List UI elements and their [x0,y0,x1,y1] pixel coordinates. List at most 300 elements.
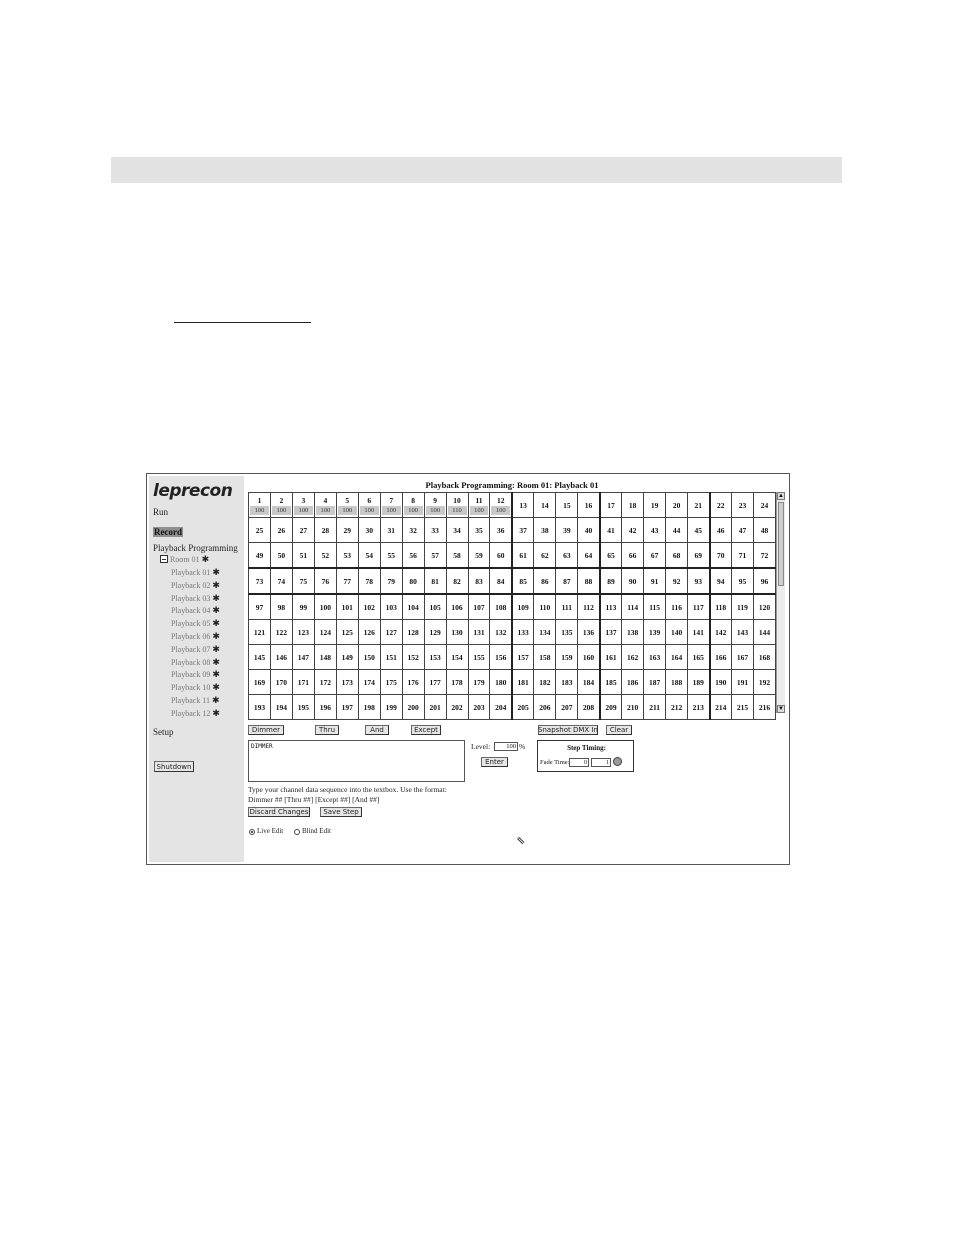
thru-button[interactable]: Thru [315,725,339,735]
dimmer-number: 88 [584,576,593,586]
dimmer-number: 108 [495,602,507,612]
dimmer-cell[interactable] [578,594,600,620]
dimmer-cell[interactable] [468,695,490,720]
dimmer-cell[interactable] [731,620,753,645]
dimmer-number: 215 [736,702,749,712]
sidebar-item-playback[interactable] [171,580,220,591]
except-button[interactable]: Except [411,725,441,735]
dimmer-cell[interactable] [644,670,666,695]
dimmer-cell[interactable] [710,568,732,594]
sidebar-item-playback[interactable] [171,669,220,680]
dimmer-cell[interactable] [292,670,314,695]
discard-changes-button[interactable]: Discard Changes [249,808,309,816]
dimmer-cell[interactable] [688,568,710,594]
dimmer-cell[interactable] [314,493,336,518]
dimmer-cell[interactable] [731,518,753,543]
dimmer-cell[interactable] [468,493,490,518]
dimmer-cell[interactable] [358,518,380,543]
dimmer-number: 206 [539,702,551,712]
dimmer-number: 199 [385,702,397,712]
sidebar-item-label: Playback 06 [171,632,211,641]
dimmer-cell[interactable] [336,670,358,695]
dimmer-cell[interactable] [490,670,512,695]
dimmer-number: 181 [517,677,529,687]
dimmer-cell[interactable] [600,670,622,695]
dimmer-cell[interactable] [578,620,600,645]
sidebar-item-playback[interactable] [171,618,220,629]
fade-dial-icon[interactable] [613,757,622,766]
dimmer-cell[interactable] [556,518,578,543]
shutdown-button[interactable]: Shutdown [154,761,194,772]
dimmer-cell[interactable] [292,594,314,620]
dimmer-cell[interactable] [336,543,358,569]
dimmer-cell[interactable] [424,670,446,695]
nav-setup[interactable]: Setup [153,727,174,737]
blind-edit-radio[interactable] [294,829,300,835]
dimmer-cell[interactable] [270,620,292,645]
dimmer-cell[interactable] [446,695,468,720]
level-input[interactable]: 100 [494,742,518,751]
dimmer-cell[interactable] [710,620,732,645]
dimmer-cell[interactable] [446,493,468,518]
dimmer-cell[interactable] [710,543,732,569]
dimmer-cell[interactable] [314,594,336,620]
sidebar-item-playback[interactable] [171,605,220,616]
dimmer-cell[interactable] [753,645,775,670]
dimmer-cell[interactable] [512,695,534,720]
dimmer-cell[interactable] [644,493,666,518]
dimmer-cell[interactable] [666,670,688,695]
dimmer-cell[interactable] [666,594,688,620]
dimmer-cell[interactable] [731,594,753,620]
star-icon: ✱ [212,631,220,641]
dimmer-cell[interactable] [512,645,534,670]
dimmer-cell[interactable] [402,670,424,695]
dimmer-cell[interactable] [710,493,732,518]
dimmer-number: 80 [409,576,417,586]
dimmer-cell[interactable] [644,594,666,620]
dimmer-cell[interactable] [512,543,534,569]
dimmer-cell[interactable] [556,695,578,720]
dimmer-cell[interactable] [534,620,556,645]
dimmer-cell[interactable] [556,543,578,569]
dimmer-cell[interactable] [688,670,710,695]
dimmer-number: 11 [475,495,483,505]
dimmer-cell[interactable] [600,493,622,518]
dimmer-number: 79 [387,576,395,586]
dimmer-number: 192 [758,677,771,687]
dimmer-cell[interactable] [556,493,578,518]
dimmer-cell[interactable] [710,518,732,543]
dimmer-cell[interactable] [666,620,688,645]
dimmer-cell[interactable] [249,695,271,720]
dimmer-cell[interactable] [490,645,512,670]
dimmer-cell[interactable] [753,493,775,518]
dimmer-cell[interactable] [249,620,271,645]
dimmer-cell[interactable] [578,645,600,670]
dimmer-number: 130 [451,627,463,637]
dimmer-cell[interactable] [753,543,775,569]
dimmer-cell[interactable] [270,543,292,569]
dimmer-cell[interactable] [512,493,534,518]
collapse-tree-icon[interactable] [160,555,168,563]
dimmer-cell[interactable] [666,493,688,518]
dimmer-cell[interactable] [358,645,380,670]
dimmer-cell[interactable] [578,518,600,543]
sidebar-item-playback[interactable] [171,644,220,655]
dimmer-cell[interactable] [556,620,578,645]
app-screenshot-frame [146,473,790,865]
dimmer-cell[interactable] [512,518,534,543]
dimmer-cell[interactable] [380,594,402,620]
dimmer-cell[interactable] [446,594,468,620]
dimmer-cell[interactable] [622,670,644,695]
dimmer-cell[interactable] [622,620,644,645]
dimmer-cell[interactable] [753,568,775,594]
dimmer-cell[interactable] [270,493,292,518]
dimmer-cell[interactable] [600,543,622,569]
dimmer-cell[interactable] [534,493,556,518]
clear-button[interactable]: Clear [606,725,632,735]
dimmer-cell[interactable] [600,695,622,720]
dimmer-cell[interactable] [336,493,358,518]
dimmer-number: 161 [605,652,617,662]
dimmer-cell[interactable] [731,695,753,720]
dimmer-number: 82 [453,576,461,586]
dimmer-cell[interactable] [270,645,292,670]
dimmer-cell[interactable] [292,518,314,543]
dimmer-cell[interactable] [753,518,775,543]
dimmer-cell[interactable] [644,620,666,645]
dimmer-number: 177 [429,677,441,687]
dimmer-cell[interactable] [710,670,732,695]
dimmer-cell[interactable] [556,594,578,620]
sidebar-item-playback[interactable] [171,695,220,706]
dimmer-cell[interactable] [446,518,468,543]
dimmer-cell[interactable] [600,568,622,594]
dimmer-cell[interactable] [446,670,468,695]
dimmer-cell[interactable] [490,518,512,543]
star-icon: ✱ [201,554,210,564]
sidebar-item-playback[interactable] [171,593,220,604]
dimmer-cell[interactable] [314,695,336,720]
dimmer-cell[interactable] [358,594,380,620]
dimmer-cell[interactable] [249,543,271,569]
dimmer-number: 13 [519,500,527,510]
nav-playback-programming[interactable]: Playback Programming [153,543,238,553]
live-edit-radio[interactable] [249,829,255,835]
tree-room[interactable] [170,554,209,565]
scroll-down-arrow-icon[interactable]: ▼ [778,706,784,712]
star-icon: ✱ [212,669,220,680]
dimmer-cell[interactable] [468,568,490,594]
dimmer-number: 196 [319,702,331,712]
dimmer-cell[interactable] [424,543,446,569]
dimmer-cell[interactable] [731,543,753,569]
dimmer-cell[interactable] [358,543,380,569]
dimmer-cell[interactable] [402,543,424,569]
dimmer-number: 100 [319,602,331,612]
dimmer-cell[interactable] [446,543,468,569]
dimmer-cell[interactable] [753,670,775,695]
dimmer-cell[interactable] [490,493,512,518]
dimmer-cell[interactable] [468,620,490,645]
dimmer-cell[interactable] [380,620,402,645]
dimmer-cell[interactable] [534,594,556,620]
dimmer-cell[interactable] [336,695,358,720]
dimmer-cell[interactable] [402,594,424,620]
dimmer-cell[interactable] [490,594,512,620]
dimmer-cell[interactable] [666,518,688,543]
dimmer-number: 133 [517,627,529,637]
dimmer-cell[interactable] [292,493,314,518]
dimmer-cell[interactable] [358,568,380,594]
save-step-button[interactable]: Save Step [320,807,362,817]
dimmer-cell[interactable] [490,543,512,569]
dimmer-cell[interactable] [249,518,271,543]
dimmer-cell[interactable] [688,518,710,543]
dimmer-cell[interactable] [534,695,556,720]
dimmer-cell[interactable] [249,594,271,620]
dimmer-cell[interactable] [710,645,732,670]
dimmer-button[interactable]: Dimmer [248,725,284,735]
dimmer-cell[interactable] [688,645,710,670]
dimmer-cell[interactable] [380,568,402,594]
dimmer-cell[interactable] [644,645,666,670]
sidebar-item-playback[interactable] [171,567,220,578]
scroll-thumb[interactable] [778,502,784,586]
dimmer-cell[interactable] [710,695,732,720]
dimmer-cell[interactable] [688,620,710,645]
dimmer-cell[interactable] [292,645,314,670]
dimmer-cell[interactable] [644,568,666,594]
dimmer-cell[interactable] [446,620,468,645]
dimmer-number: 106 [451,602,463,612]
dimmer-cell[interactable] [336,518,358,543]
dimmer-cell[interactable] [424,518,446,543]
sidebar-item-playback[interactable] [171,708,220,719]
dimmer-cell[interactable] [249,645,271,670]
command-textbox[interactable]: DIMMER [248,740,465,782]
dimmer-cell[interactable] [380,645,402,670]
dimmer-cell[interactable] [600,518,622,543]
dimmer-cell[interactable] [402,620,424,645]
dimmer-cell[interactable] [666,543,688,569]
scroll-up-arrow-icon[interactable]: ▲ [778,493,784,499]
dimmer-number: 211 [649,702,661,712]
dimmer-cell[interactable] [249,670,271,695]
dimmer-cell[interactable] [490,620,512,645]
dimmer-cell[interactable] [358,620,380,645]
dimmer-cell[interactable] [556,568,578,594]
dimmer-cell[interactable] [292,620,314,645]
dimmer-cell[interactable] [731,645,753,670]
dimmer-cell[interactable] [731,670,753,695]
dimmer-number: 6 [367,495,372,505]
dimmer-cell[interactable] [336,568,358,594]
dimmer-number: 114 [627,602,639,612]
dimmer-cell[interactable] [380,695,402,720]
dimmer-cell[interactable] [622,493,644,518]
dimmer-cell[interactable] [314,568,336,594]
leprecon-logo: leprecon [153,481,233,501]
dimmer-cell[interactable] [578,543,600,569]
dimmer-cell[interactable] [270,568,292,594]
dimmer-cell[interactable] [424,493,446,518]
dimmer-number: 69 [694,550,703,560]
star-icon: ✱ [212,695,220,705]
mouse-pointer-icon: ⇖ [516,835,526,847]
dimmer-cell[interactable] [600,645,622,670]
dimmer-cell[interactable] [402,645,424,670]
dimmer-cell[interactable] [358,670,380,695]
dimmer-cell[interactable] [622,695,644,720]
nav-record[interactable]: Record [154,527,182,537]
dimmer-cell[interactable] [578,493,600,518]
dimmer-cell[interactable] [336,645,358,670]
fade-seconds-input[interactable]: 1 [591,758,611,767]
dimmer-cell[interactable] [292,543,314,569]
dimmer-cell[interactable] [622,568,644,594]
dimmer-number: 212 [670,702,683,712]
dimmer-cell[interactable] [380,543,402,569]
dimmer-cell[interactable] [666,645,688,670]
dimmer-cell[interactable] [424,594,446,620]
main-panel [248,476,785,862]
dimmer-cell[interactable] [468,518,490,543]
dimmer-number: 85 [519,576,527,586]
dimmer-number: 103 [385,602,397,612]
dimmer-cell[interactable] [622,543,644,569]
dimmer-cell[interactable] [622,594,644,620]
and-button[interactable]: And [365,725,389,735]
dimmer-cell[interactable] [424,645,446,670]
dimmer-cell[interactable] [731,493,753,518]
snapshot-dmx-button[interactable]: Snapshot DMX In [538,726,598,734]
sidebar-item-playback[interactable] [171,657,220,668]
dimmer-cell[interactable] [578,695,600,720]
dimmer-cell[interactable] [314,543,336,569]
dimmer-cell[interactable] [556,670,578,695]
dimmer-cell[interactable] [688,695,710,720]
dimmer-cell[interactable] [402,493,424,518]
dimmer-cell[interactable] [534,670,556,695]
dimmer-cell[interactable] [534,645,556,670]
dimmer-cell[interactable] [512,620,534,645]
sidebar-item-label: Playback 04 [171,606,211,616]
dimmer-cell[interactable] [358,695,380,720]
dimmer-cell[interactable] [336,620,358,645]
dimmer-cell[interactable] [270,695,292,720]
dimmer-cell[interactable] [446,645,468,670]
sidebar-item-playback[interactable] [171,631,220,642]
dimmer-number: 117 [692,602,704,612]
dimmer-cell[interactable] [710,594,732,620]
dimmer-cell[interactable] [600,620,622,645]
dimmer-cell[interactable] [688,594,710,620]
dimmer-cell[interactable] [402,568,424,594]
dimmer-cell[interactable] [314,518,336,543]
dimmer-cell[interactable] [600,594,622,620]
dimmer-cell[interactable] [490,695,512,720]
dimmer-cell[interactable] [666,568,688,594]
dimmer-cell[interactable] [731,568,753,594]
dimmer-cell[interactable] [666,695,688,720]
dimmer-cell[interactable] [622,645,644,670]
dimmer-cell[interactable] [380,493,402,518]
dimmer-cell[interactable] [424,695,446,720]
sidebar-item-playback[interactable] [171,682,220,693]
dimmer-cell[interactable] [556,645,578,670]
dimmer-number: 12 [496,495,505,505]
dimmer-cell[interactable] [402,695,424,720]
dimmer-number: 202 [451,702,463,712]
dimmer-cell[interactable] [578,670,600,695]
dimmer-cell[interactable] [512,568,534,594]
dimmer-cell[interactable] [446,568,468,594]
dimmer-cell[interactable] [534,543,556,569]
dimmer-cell[interactable] [468,543,490,569]
dimmer-cell[interactable] [644,518,666,543]
grid-scrollbar[interactable] [776,492,785,713]
dimmer-cell[interactable] [534,568,556,594]
dimmer-cell[interactable] [249,568,271,594]
dimmer-cell[interactable] [753,695,775,720]
dimmer-cell[interactable] [534,518,556,543]
dimmer-cell[interactable] [468,645,490,670]
dimmer-cell[interactable] [468,670,490,695]
dimmer-cell[interactable] [336,594,358,620]
dimmer-cell[interactable] [424,568,446,594]
nav-run[interactable]: Run [153,507,169,517]
dimmer-cell[interactable] [644,695,666,720]
dimmer-cell[interactable] [753,620,775,645]
dimmer-cell[interactable] [468,594,490,620]
dimmer-cell[interactable] [380,670,402,695]
fade-minutes-input[interactable]: 0 [569,758,589,767]
dimmer-number: 62 [541,550,549,560]
dimmer-cell[interactable] [292,695,314,720]
dimmer-cell[interactable] [578,568,600,594]
dimmer-cell[interactable] [358,493,380,518]
dimmer-number: 125 [341,627,353,637]
dimmer-cell[interactable] [270,670,292,695]
dimmer-cell[interactable] [512,670,534,695]
dimmer-cell[interactable] [688,543,710,569]
dimmer-cell[interactable] [314,670,336,695]
dimmer-cell[interactable] [622,518,644,543]
dimmer-cell[interactable] [424,620,446,645]
dimmer-cell[interactable] [314,645,336,670]
dimmer-number: 67 [650,550,659,560]
dimmer-number: 153 [429,652,441,662]
dimmer-cell[interactable] [270,594,292,620]
enter-button[interactable]: Enter [481,757,508,767]
dimmer-cell[interactable] [402,518,424,543]
dimmer-cell[interactable] [292,568,314,594]
dimmer-cell[interactable] [753,594,775,620]
dimmer-cell[interactable] [512,594,534,620]
dimmer-cell[interactable] [644,543,666,569]
level-unit: % [519,742,526,751]
dimmer-cell[interactable] [249,493,271,518]
dimmer-cell[interactable] [490,568,512,594]
dimmer-cell[interactable] [380,518,402,543]
dimmer-cell[interactable] [688,493,710,518]
dimmer-cell[interactable] [270,518,292,543]
dimmer-number: 33 [431,525,439,535]
dimmer-cell[interactable] [314,620,336,645]
